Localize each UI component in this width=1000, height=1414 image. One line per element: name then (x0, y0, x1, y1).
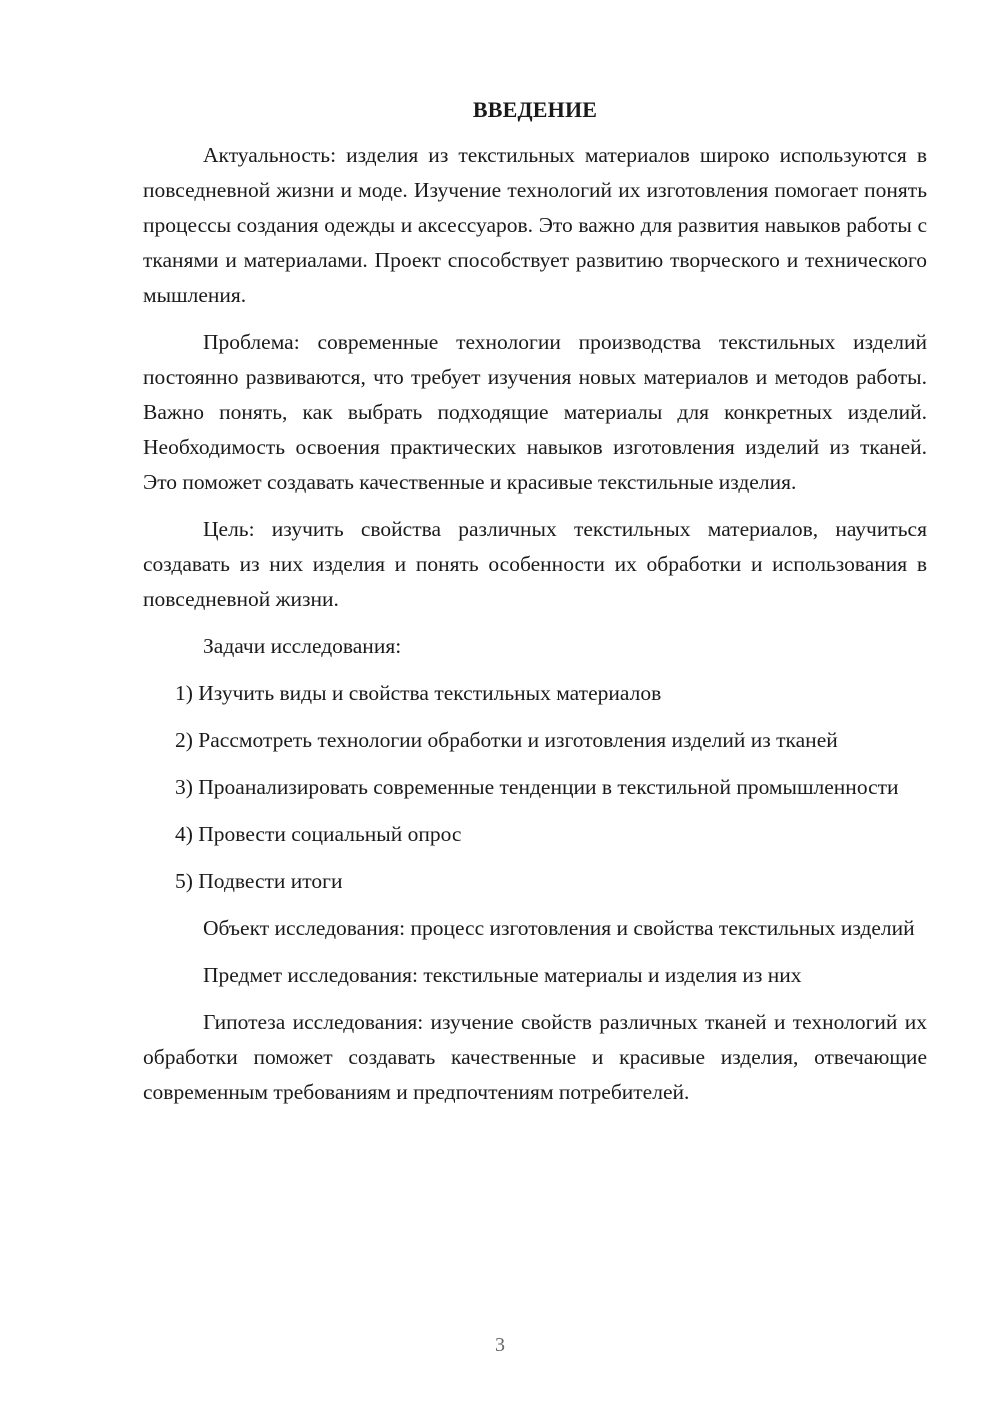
object-paragraph: Объект исследования: процесс изготовления и свойства текстильных изделий (203, 916, 915, 940)
task-item-5: 5) Подвести итоги (175, 869, 343, 893)
problem-paragraph: Проблема: современные технологии производства текстильных изделий постоянно развиваются, что требует изучения новых материалов и методов работы. Важно понять, как выбрать подходящие материалы для конкретных изделий. Необходимость освоения практических навыков изготовления изделий из тканей. Это поможет создавать качественные и красивые текстильные изделия. (143, 330, 927, 494)
page-number: 3 (495, 1334, 505, 1356)
page-title: ВВЕДЕНИЕ (472, 97, 598, 122)
task-item-1: 1) Изучить виды и свойства текстильных материалов (175, 681, 662, 705)
tasks-heading: Задачи исследования: (203, 634, 402, 658)
subject-paragraph: Предмет исследования: текстильные материалы и изделия из них (203, 963, 802, 987)
goal-paragraph: Цель: изучить свойства различных текстильных материалов, научиться создавать из них изделия и понять особенности их обработки и использования в повседневной жизни. (143, 517, 927, 611)
task-item-2: 2) Рассмотреть технологии обработки и изготовления изделий из тканей (175, 728, 838, 752)
hypothesis-paragraph: Гипотеза исследования: изучение свойств различных тканей и технологий их обработки поможет создавать качественные и красивые изделия, отвечающие современным требованиям и предпочтениям потребителей. (143, 1010, 927, 1104)
task-item-4: 4) Провести социальный опрос (175, 822, 462, 846)
task-item-3: 3) Проанализировать современные тенденции в текстильной промышленности (175, 775, 899, 799)
actuality-paragraph: Актуальность: изделия из текстильных материалов широко используются в повседневной жизни и моде. Изучение технологий их изготовления помогает понять процессы создания одежды и аксессуаров. Это важно для развития навыков работы с тканями и материалами. Проект способствует развитию творческого и технического мышления. (143, 143, 927, 307)
